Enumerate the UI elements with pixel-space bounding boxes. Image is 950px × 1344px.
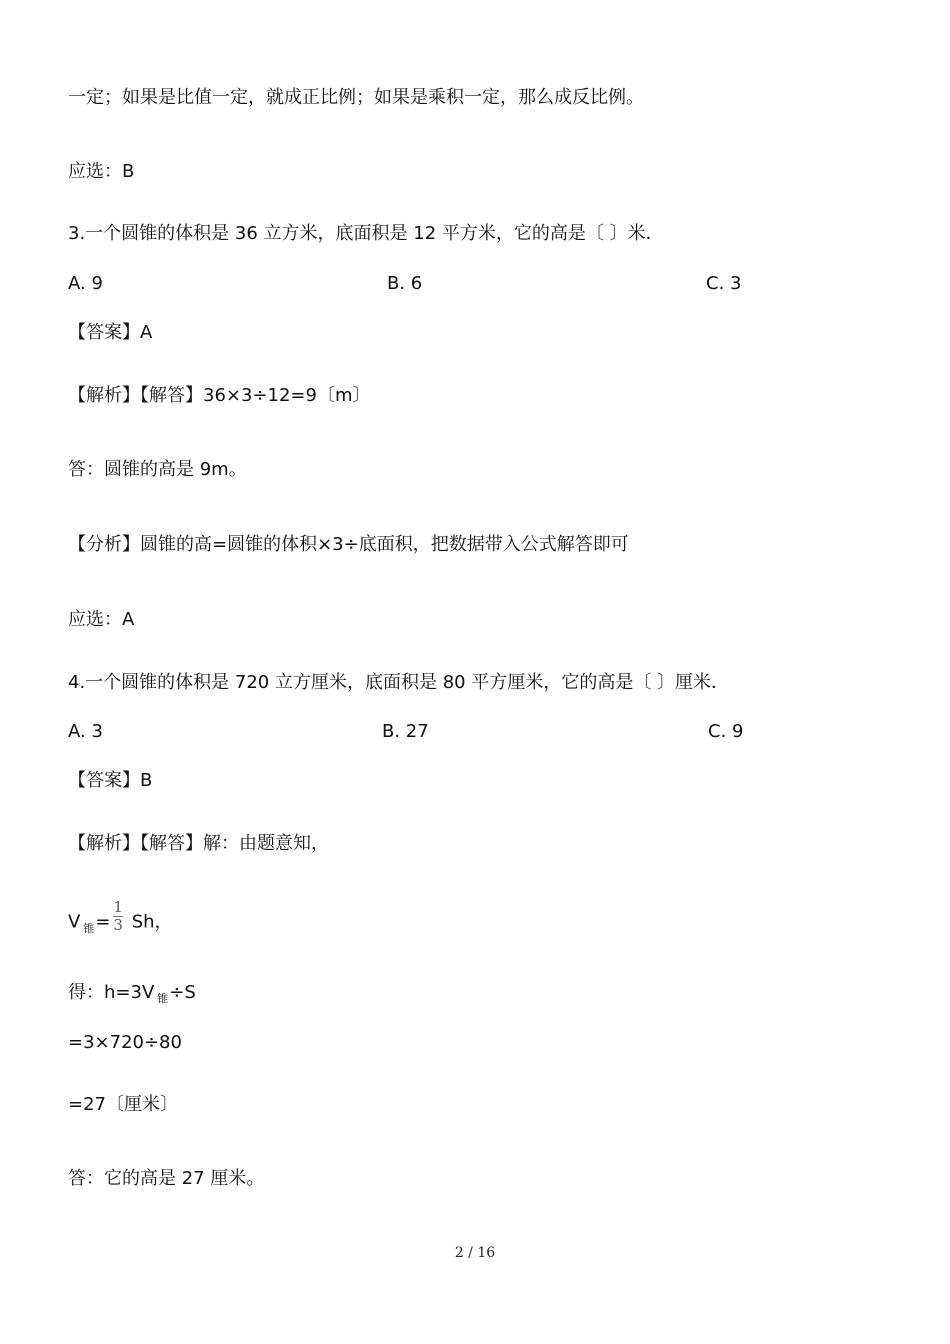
question-3: 3.一个圆锥的体积是 36 立方米，底面积是 12 平方米，它的高是〔 〕米．: [68, 223, 664, 244]
q3-option-b: B. 6: [387, 273, 423, 294]
fraction-one-third: [113, 900, 123, 933]
page-number: 2 / 16: [454, 1245, 496, 1261]
q4-option-a: A. 3: [68, 721, 103, 742]
fraction-denominator: 3: [113, 916, 123, 934]
q4-option-c: C. 9: [708, 721, 744, 742]
step-result: =27〔厘米〕: [68, 1094, 178, 1115]
q4-reply: 答：它的高是 27 厘米。: [68, 1168, 265, 1189]
formula-rest: Sh，: [131, 911, 173, 933]
q4-answer: 【答案】B: [68, 770, 153, 791]
q3-analysis: 【分析】圆锥的高=圆锥的体积×3÷底面积，把数据带入公式解答即可: [68, 534, 629, 555]
formula-equals: =: [95, 911, 111, 933]
cone-volume-formula: [68, 898, 173, 941]
q3-choice: 应选：A: [68, 609, 135, 630]
question-4: 4.一个圆锥的体积是 720 立方厘米，底面积是 80 平方厘米，它的高是〔 〕厘米．: [68, 672, 730, 693]
step-derive-suffix: ÷S: [169, 982, 196, 1003]
q3-answer: 【答案】A: [68, 322, 153, 343]
step-derive-subscript: 锥: [157, 992, 169, 1005]
q4-option-b: B. 27: [382, 721, 429, 742]
text-line: 应选：B: [68, 161, 135, 182]
q3-explanation: 【解析】【解答】36×3÷12=9〔m〕: [68, 385, 371, 406]
text-line: 一定；如果是比值一定，就成正比例；如果是乘积一定，那么成反比例。: [68, 87, 644, 108]
q3-reply: 答：圆锥的高是 9m。: [68, 459, 247, 480]
q3-option-a: A. 9: [68, 273, 103, 294]
formula-subscript: 锥: [83, 921, 95, 935]
fraction-numerator: 1: [113, 898, 123, 916]
formula-v: V: [68, 911, 81, 933]
q3-option-c: C. 3: [706, 273, 742, 294]
step-derive: [68, 981, 196, 1011]
q4-explanation: 【解析】【解答】解：由题意知，: [68, 833, 329, 854]
step-derive-prefix: 得：h=3V: [68, 982, 155, 1003]
step-compute: =3×720÷80: [68, 1032, 182, 1053]
